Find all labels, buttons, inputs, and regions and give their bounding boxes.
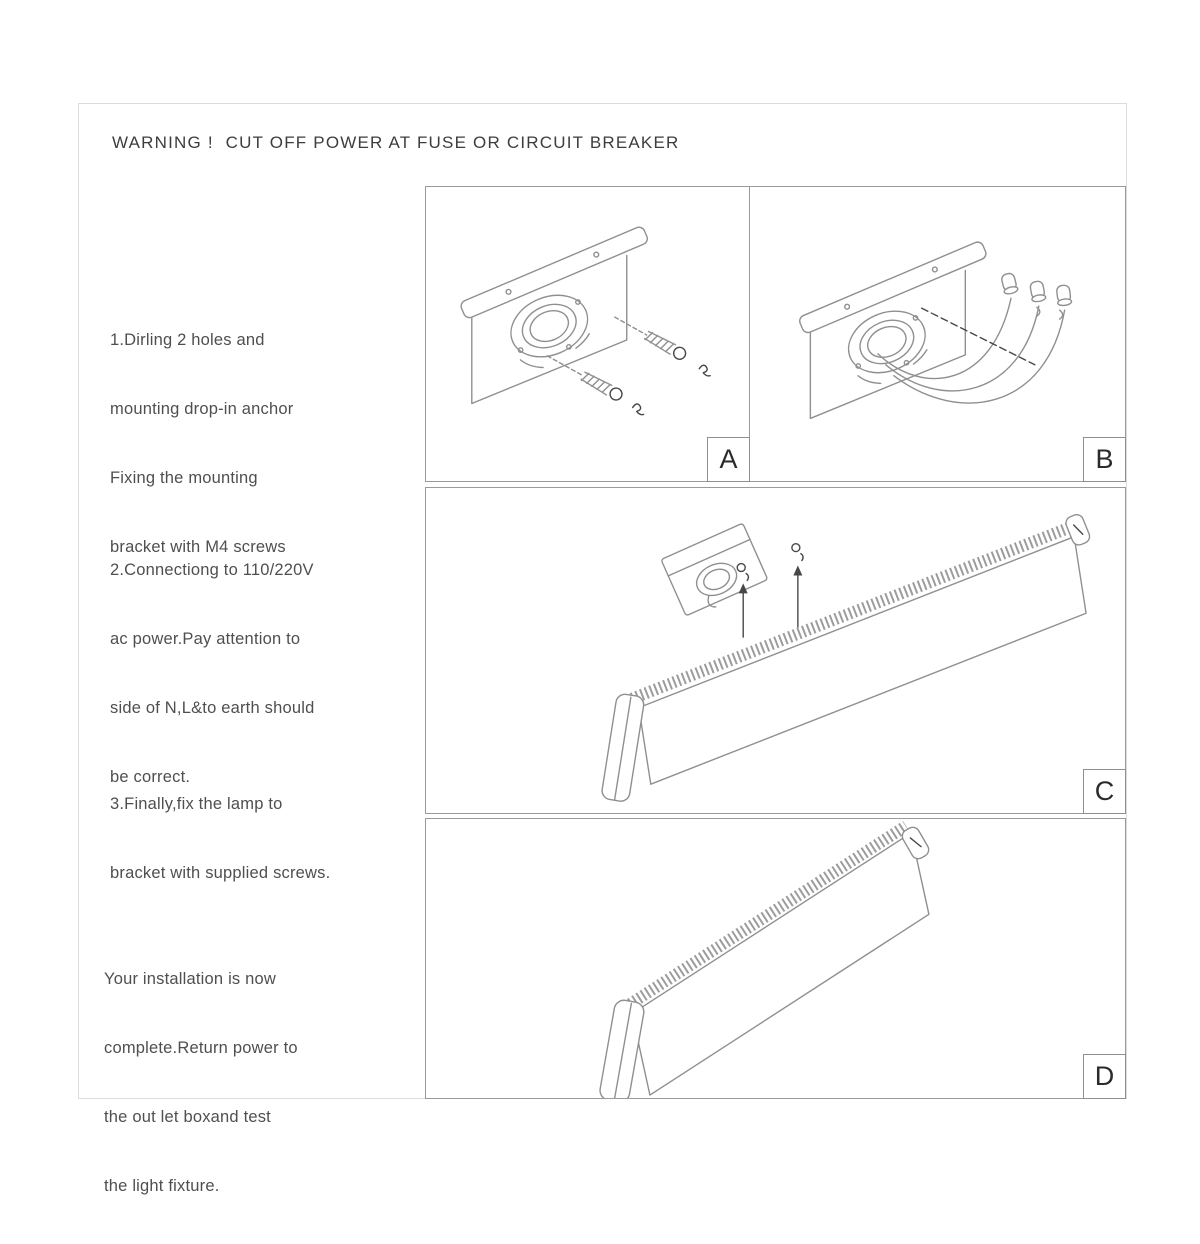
screw-icon [580, 371, 624, 403]
up-arrow-icon [739, 583, 748, 637]
up-arrow-icon [793, 566, 802, 628]
screw-symbol [792, 544, 803, 561]
finished-lamp-drawing [426, 819, 1125, 1098]
instruction-line: Fixing the mounting [110, 469, 258, 487]
instruction-line: bracket with supplied screws. [110, 864, 331, 882]
mounting-bracket-bar [459, 225, 649, 319]
dashed-guide-line [615, 317, 647, 335]
instruction-line: be correct. [110, 768, 191, 786]
instruction-line: 1.Dirling 2 holes and [110, 331, 265, 349]
instruction-line: Your installation is now [104, 970, 277, 988]
panel-a-label: A [707, 437, 750, 482]
panel-c [425, 487, 1126, 814]
step-4-instructions [104, 922, 298, 1244]
warning-text: WARNING ! CUT OFF POWER AT FUSE OR CIRCUIT BREAKER [112, 133, 680, 152]
instruction-line: 2.Connectiong to 110/220V [110, 561, 314, 579]
lamp-body [598, 825, 931, 1098]
instruction-line: bracket with M4 screws [110, 538, 286, 556]
screwdriver-symbol [633, 404, 644, 415]
lamp-end-cap [598, 999, 645, 1098]
instruction-line: ac power.Pay attention to [110, 630, 301, 648]
panel-c-label: C [1083, 769, 1126, 814]
panel-a [425, 186, 750, 482]
wire-connector-icon [1029, 280, 1046, 302]
lamp-end-cap [601, 693, 645, 802]
bracket-install-drawing [426, 187, 749, 481]
instruction-line: the light fixture. [104, 1177, 220, 1195]
lamp-mounting-drawing [426, 488, 1125, 813]
screwdriver-symbol [699, 365, 710, 376]
instruction-line: side of N,L&to earth should [110, 699, 315, 717]
wire-connector-icon [1000, 272, 1018, 295]
wiring-drawing [750, 187, 1125, 481]
instruction-line: 3.Finally,fix the lamp to [110, 795, 283, 813]
mounting-plate [661, 523, 769, 619]
panel-d [425, 818, 1126, 1099]
dashed-guide-line [547, 356, 583, 376]
instruction-line: complete.Return power to [104, 1039, 298, 1057]
wire-connector-icon [1056, 285, 1072, 307]
panel-d-label: D [1083, 1054, 1126, 1099]
wire-end-curl [1060, 310, 1063, 319]
instruction-line: mounting drop-in anchor [110, 400, 294, 418]
panel-b [750, 186, 1126, 482]
screw-icon [644, 330, 688, 362]
power-wires [878, 298, 1065, 403]
step-3-instructions [110, 747, 330, 931]
instruction-line: the out let boxand test [104, 1108, 271, 1126]
panel-b-label: B [1083, 437, 1126, 482]
